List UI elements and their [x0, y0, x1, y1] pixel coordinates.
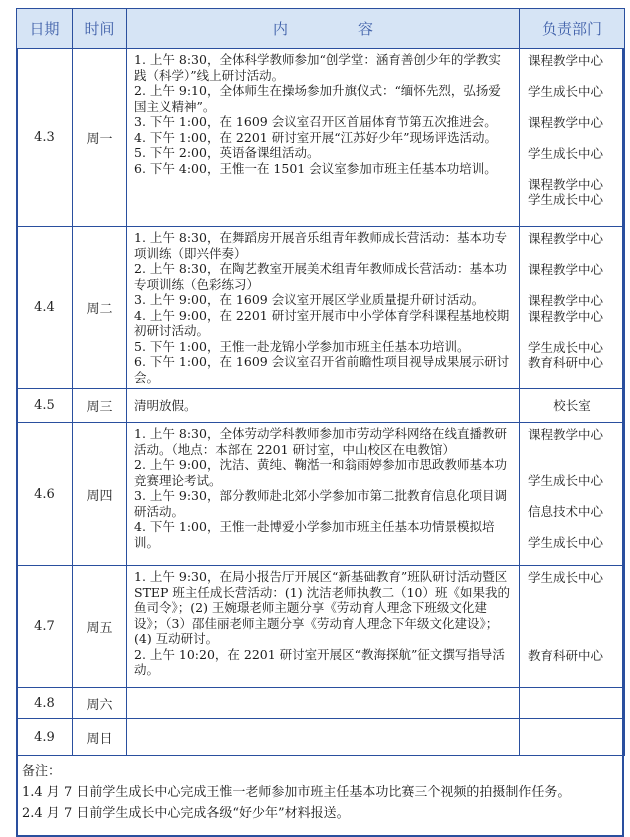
- row-day: 周五: [73, 566, 127, 688]
- activity-item: 1. 上午 8:30，全体劳动学科教师参加市劳动学科网络在线直播教研活动。（地点：本部在 2201 研讨室，中山校区在电教馆）: [134, 426, 507, 457]
- dept-label: 课程教学中心: [528, 115, 604, 130]
- row-dept: [520, 423, 625, 566]
- row-day: 周二: [73, 227, 127, 389]
- row-date: 4.3: [17, 49, 73, 227]
- dept-label: 信息技术中心: [528, 504, 604, 519]
- activity-item: 3. 下午 1:00，在 1609 会议室召开区首届体育节第五次推进会。: [134, 114, 497, 129]
- header-row: [17, 9, 625, 49]
- row-date: 4.7: [17, 566, 73, 688]
- activity-item: 2. 上午 10:20，在 2201 研讨室开展区“教海探航”征文撰写指导活动。: [134, 646, 505, 677]
- dept-label: 学生成长中心: [528, 340, 604, 355]
- row-day: 周三: [73, 389, 127, 423]
- dept-label: 课程教学中心: [528, 309, 604, 324]
- row-date: 4.9: [17, 719, 73, 756]
- row-date: 4.4: [17, 227, 73, 389]
- schedule-row: [17, 688, 625, 719]
- header-time: 时间: [73, 9, 127, 49]
- dept-label: 学生成长中心: [528, 84, 604, 99]
- notes-section: [18, 761, 622, 824]
- row-dept: [520, 688, 625, 719]
- dept-label: 课程教学中心: [528, 262, 604, 277]
- row-content: [127, 566, 520, 688]
- row-day: 周日: [73, 719, 127, 756]
- activity-item: 4. 上午 9:00，在 2201 研讨室开展市中小学体育学科课程基地校期初研讨活动。: [134, 307, 510, 338]
- dept-label: 学生成长中心: [528, 570, 604, 585]
- note-item: 2.4 月 7 日前学生成长中心完成各级“好少年”材料报送。: [22, 806, 350, 821]
- activity-item: 清明放假。: [134, 397, 197, 413]
- schedule-row: [17, 227, 625, 389]
- activity-item: 3. 上午 9:30，部分教师赴北郊小学参加市第二批教育信息化项目调研活动。: [134, 488, 507, 519]
- dept-label: 校长室: [553, 397, 591, 413]
- dept-label: 课程教学中心: [528, 427, 604, 442]
- schedule-table: [16, 8, 625, 756]
- row-date: 4.5: [17, 389, 73, 423]
- row-dept: [520, 227, 625, 389]
- dept-label: 课程教学中心: [528, 177, 604, 192]
- row-dept: [520, 49, 625, 227]
- row-dept: [520, 389, 625, 423]
- row-content: [127, 49, 520, 227]
- dept-label: 学生成长中心: [528, 192, 604, 207]
- activity-item: 2. 上午 9:10，全体师生在操场参加升旗仪式：“缅怀先烈，弘扬爱国主义精神”。: [134, 83, 501, 114]
- dept-label: 课程教学中心: [528, 293, 604, 308]
- schedule-row: [17, 49, 625, 227]
- header-date: 日期: [17, 9, 73, 49]
- dept-label: 课程教学中心: [528, 53, 604, 68]
- activity-item: 6. 下午 4:00，王惟一在 1501 会议室参加市班主任基本功培训。: [134, 160, 497, 176]
- dept-label: 学生成长中心: [528, 146, 604, 161]
- dept-label: 学生成长中心: [528, 473, 604, 488]
- activity-item: 1. 上午 9:30，在局小报告厅开展区“新基础教育”班队研讨活动暨区 STEP 班主任成长营活动：(1) 沈洁老师执教二（10）班《如果我的鱼司令》；(2) 王婉璟老师主题分享《劳动育人理念下班级文化建设》；（3）邵佳丽老师主题分享《劳动育人理念下年级文化建设》；(4) 互动研讨。: [134, 569, 510, 646]
- row-date: 4.6: [17, 423, 73, 566]
- activity-item: 6. 下午 1:00，在 1609 会议室召开省前瞻性项目视导成果展示研讨会。: [134, 354, 510, 385]
- row-day: 周一: [73, 49, 127, 227]
- schedule-row: [17, 389, 625, 423]
- activity-item: 4. 下午 1:00，王惟一赴博爱小学参加市班主任基本功情景模拟培训。: [134, 519, 495, 550]
- row-content: [127, 719, 520, 756]
- header-content: 内容: [127, 9, 520, 49]
- row-day: 周六: [73, 688, 127, 719]
- schedule-row: [17, 719, 625, 756]
- notes-title: 备注：: [22, 764, 62, 779]
- activity-item: 5. 下午 1:00，王惟一赴龙锦小学参加市班主任基本功培训。: [134, 338, 470, 354]
- row-content: [127, 389, 520, 423]
- schedule-row: [17, 423, 625, 566]
- dept-label: 教育科研中心: [528, 648, 604, 663]
- activity-item: 2. 上午 8:30，在陶艺教室开展美术组青年教师成长营活动：基本功专项训练（色彩练习）: [134, 261, 507, 292]
- row-content: [127, 423, 520, 566]
- row-content: [127, 227, 520, 389]
- row-dept: [520, 719, 625, 756]
- note-item: 1.4 月 7 日前学生成长中心完成王惟一老师参加市班主任基本功比赛三个视频的拍摄制作任务。: [22, 785, 571, 800]
- activity-item: 1. 上午 8:30，在舞蹈房开展音乐组青年教师成长营活动：基本功专项训练（即兴伴奏）: [134, 230, 507, 261]
- dept-label: 教育科研中心: [528, 355, 604, 370]
- row-content: [127, 688, 520, 719]
- activity-item: 3. 上午 9:00，在 1609 会议室开展区学业质量提升研讨活动。: [134, 292, 485, 307]
- schedule-row: [17, 566, 625, 688]
- row-day: 周四: [73, 423, 127, 566]
- activity-item: 4. 下午 1:00，在 2201 研讨室开展“江苏好少年”现场评选活动。: [134, 129, 497, 145]
- activity-item: 2. 上午 9:00，沈洁、黄纯、鞠湉一和翁雨婷参加市思政教师基本功竞赛理论考试。: [134, 457, 507, 488]
- activity-item: 5. 下午 2:00，英语备课组活动。: [134, 145, 320, 160]
- dept-label: 课程教学中心: [528, 231, 604, 246]
- row-dept: [520, 566, 625, 688]
- row-date: 4.8: [17, 688, 73, 719]
- activity-item: 1. 上午 8:30，全体科学教师参加“创学堂：涵育善创少年的学教实践（科学）”线上研讨活动。: [134, 52, 501, 83]
- header-dept: 负责部门: [520, 9, 625, 49]
- dept-label: 学生成长中心: [528, 535, 604, 550]
